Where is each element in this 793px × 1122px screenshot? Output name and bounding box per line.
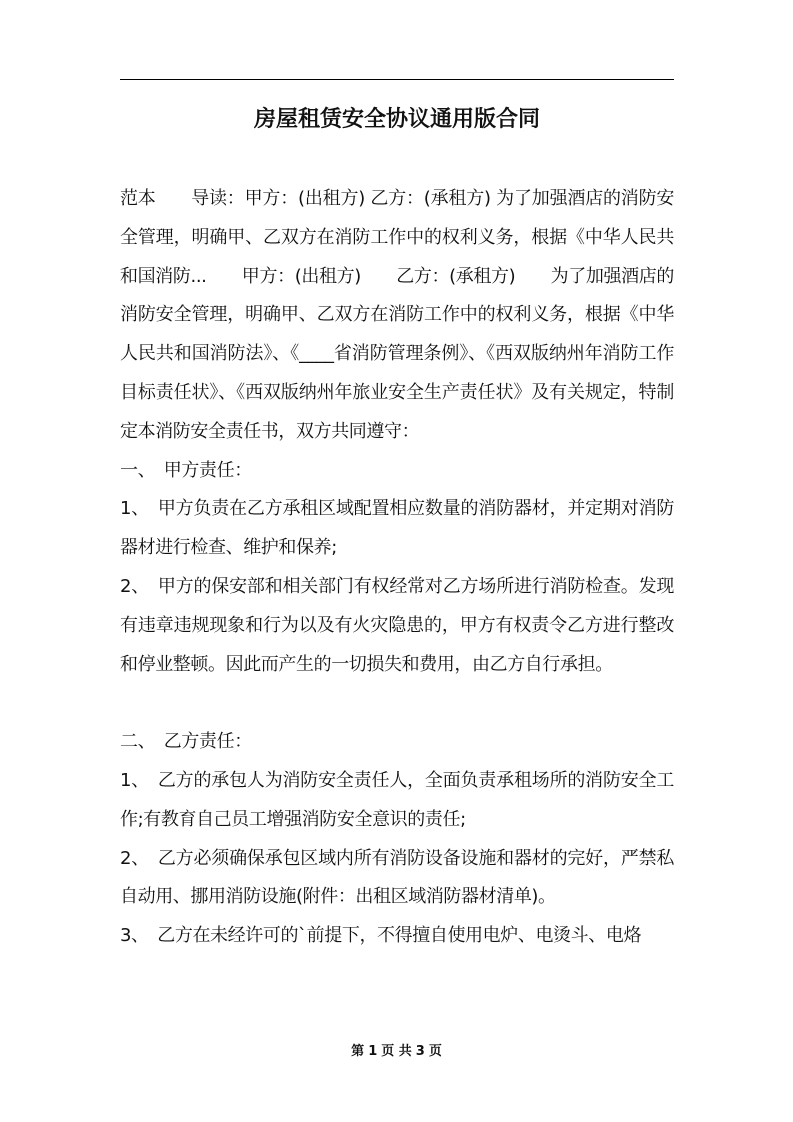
page-footer xyxy=(0,1041,793,1063)
footer-current-page: 1 xyxy=(368,1044,378,1059)
document-title: 房屋租赁安全协议通用版合同 xyxy=(253,107,540,132)
paragraph-b-item-3: 3、 乙方在未经许可的`前提下，不得擅自使用电炉、电烫斗、电烙 xyxy=(120,925,642,947)
paragraph-a-item-2: 2、 甲方的保安部和相关部门有权经常对乙方场所进行消防检查。发现有违章违规现象和行为以及有火灾隐患的，甲方有权责令乙方进行整改和停业整顿。因此而产生的一切损失和费用，由乙方自行承担。 xyxy=(120,575,674,675)
footer-suffix: 页 xyxy=(428,1044,442,1059)
blank-line xyxy=(120,684,674,723)
document-body xyxy=(120,180,674,956)
section-heading-party-b: 二、 乙方责任： xyxy=(120,731,252,753)
footer-prefix: 第 xyxy=(351,1044,365,1059)
footer-middle: 页 共 xyxy=(381,1044,412,1059)
paragraph-intro: 范本 导读：甲方：(出租方) 乙方：(承租方) 为了加强酒店的消防安全管理，明确甲、乙双方在消防工作中的权利义务，根据《中华人民共和国消防... 甲方：(出租方) 乙方：(承租方) 为了加强酒店的消防安全管理，明确甲、乙双方在消防工作中的权利义务，根据《中华人民共和国消防法》、《____省消防管理条例》、《西双版纳州年消防工作目标责任状》、《西双版纳州年旅业安全生产责任状》及有关规定，特制定本消防安全责任书，双方共同遵守： xyxy=(120,188,674,442)
paragraph-b-item-1: 1、 乙方的承包人为消防安全责任人，全面负责承租场所的消防安全工作;有教育自己员工增强消防安全意识的责任; xyxy=(120,769,674,830)
paragraph-a-item-1: 1、 甲方负责在乙方承租区域配置相应数量的消防器材，并定期对消防器材进行检查、维护和保养; xyxy=(120,498,674,559)
header-rule xyxy=(120,79,674,80)
footer-total-pages: 3 xyxy=(415,1044,425,1059)
paragraph-b-item-2: 2、 乙方必须确保承包区域内所有消防设备设施和器材的完好，严禁私自动用、挪用消防设施(附件：出租区域消防器材清单)。 xyxy=(120,847,674,908)
section-heading-party-a: 一、 甲方责任： xyxy=(120,459,252,481)
